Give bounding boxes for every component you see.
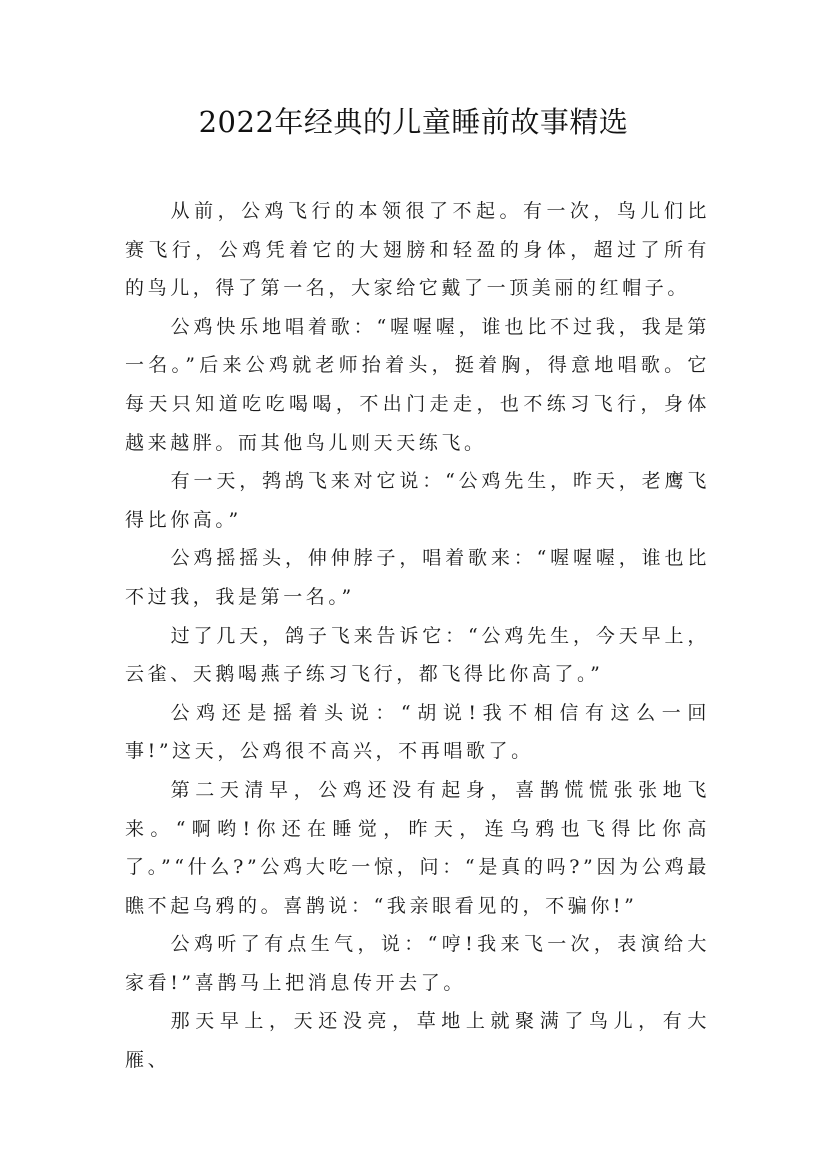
paragraph: 公鸡快乐地唱着歌：“喔喔喔，谁也比不过我，我是第一名。”后来公鸡就老师抬着头，挺着胸，得意地唱歌。它每天只知道吃吃喝喝，不出门走走，也不练习飞行，身体越来越胖。而其他鸟儿则天天练飞。 [125, 315, 710, 454]
paragraph: 过了几天，鸽子飞来告诉它：“公鸡先生，今天早上，云雀、天鹅喝燕子练习飞行，都飞得比你高了。” [125, 624, 710, 686]
paragraph: 公鸡还是摇着头说：“胡说!我不相信有这么一回事!”这天，公鸡很不高兴，不再唱歌了。 [125, 701, 710, 763]
paragraph: 那天早上，天还没亮，草地上就聚满了鸟儿，有大雁、 [125, 1010, 710, 1072]
paragraph: 从前，公鸡飞行的本领很了不起。有一次，鸟儿们比赛飞行，公鸡凭着它的大翅膀和轻盈的身体，超过了所有的鸟儿，得了第一名，大家给它戴了一顶美丽的红帽子。 [125, 200, 710, 300]
paragraph: 公鸡听了有点生气，说：“哼!我来飞一次，表演给大家看!”喜鹊马上把消息传开去了。 [125, 933, 710, 994]
document-body [125, 192, 710, 1080]
paragraph: 有一天，鹁鸪飞来对它说：“公鸡先生，昨天，老鹰飞得比你高。” [125, 470, 710, 531]
document-title: 2022年经典的儿童睡前故事精选 [198, 105, 629, 139]
paragraph: 第二天清早，公鸡还没有起身，喜鹊慌慌张张地飞来。“啊哟!你还在睡觉，昨天，连乌鸦也飞得比你高了。”“什么?”公鸡大吃一惊，问：“是真的吗?”因为公鸡最瞧不起乌鸦的。喜鹊说：“我亲眼看见的，不骗你!” [125, 778, 710, 917]
paragraph: 公鸡摇摇头，伸伸脖子，唱着歌来：“喔喔喔，谁也比不过我，我是第一名。” [125, 547, 710, 608]
